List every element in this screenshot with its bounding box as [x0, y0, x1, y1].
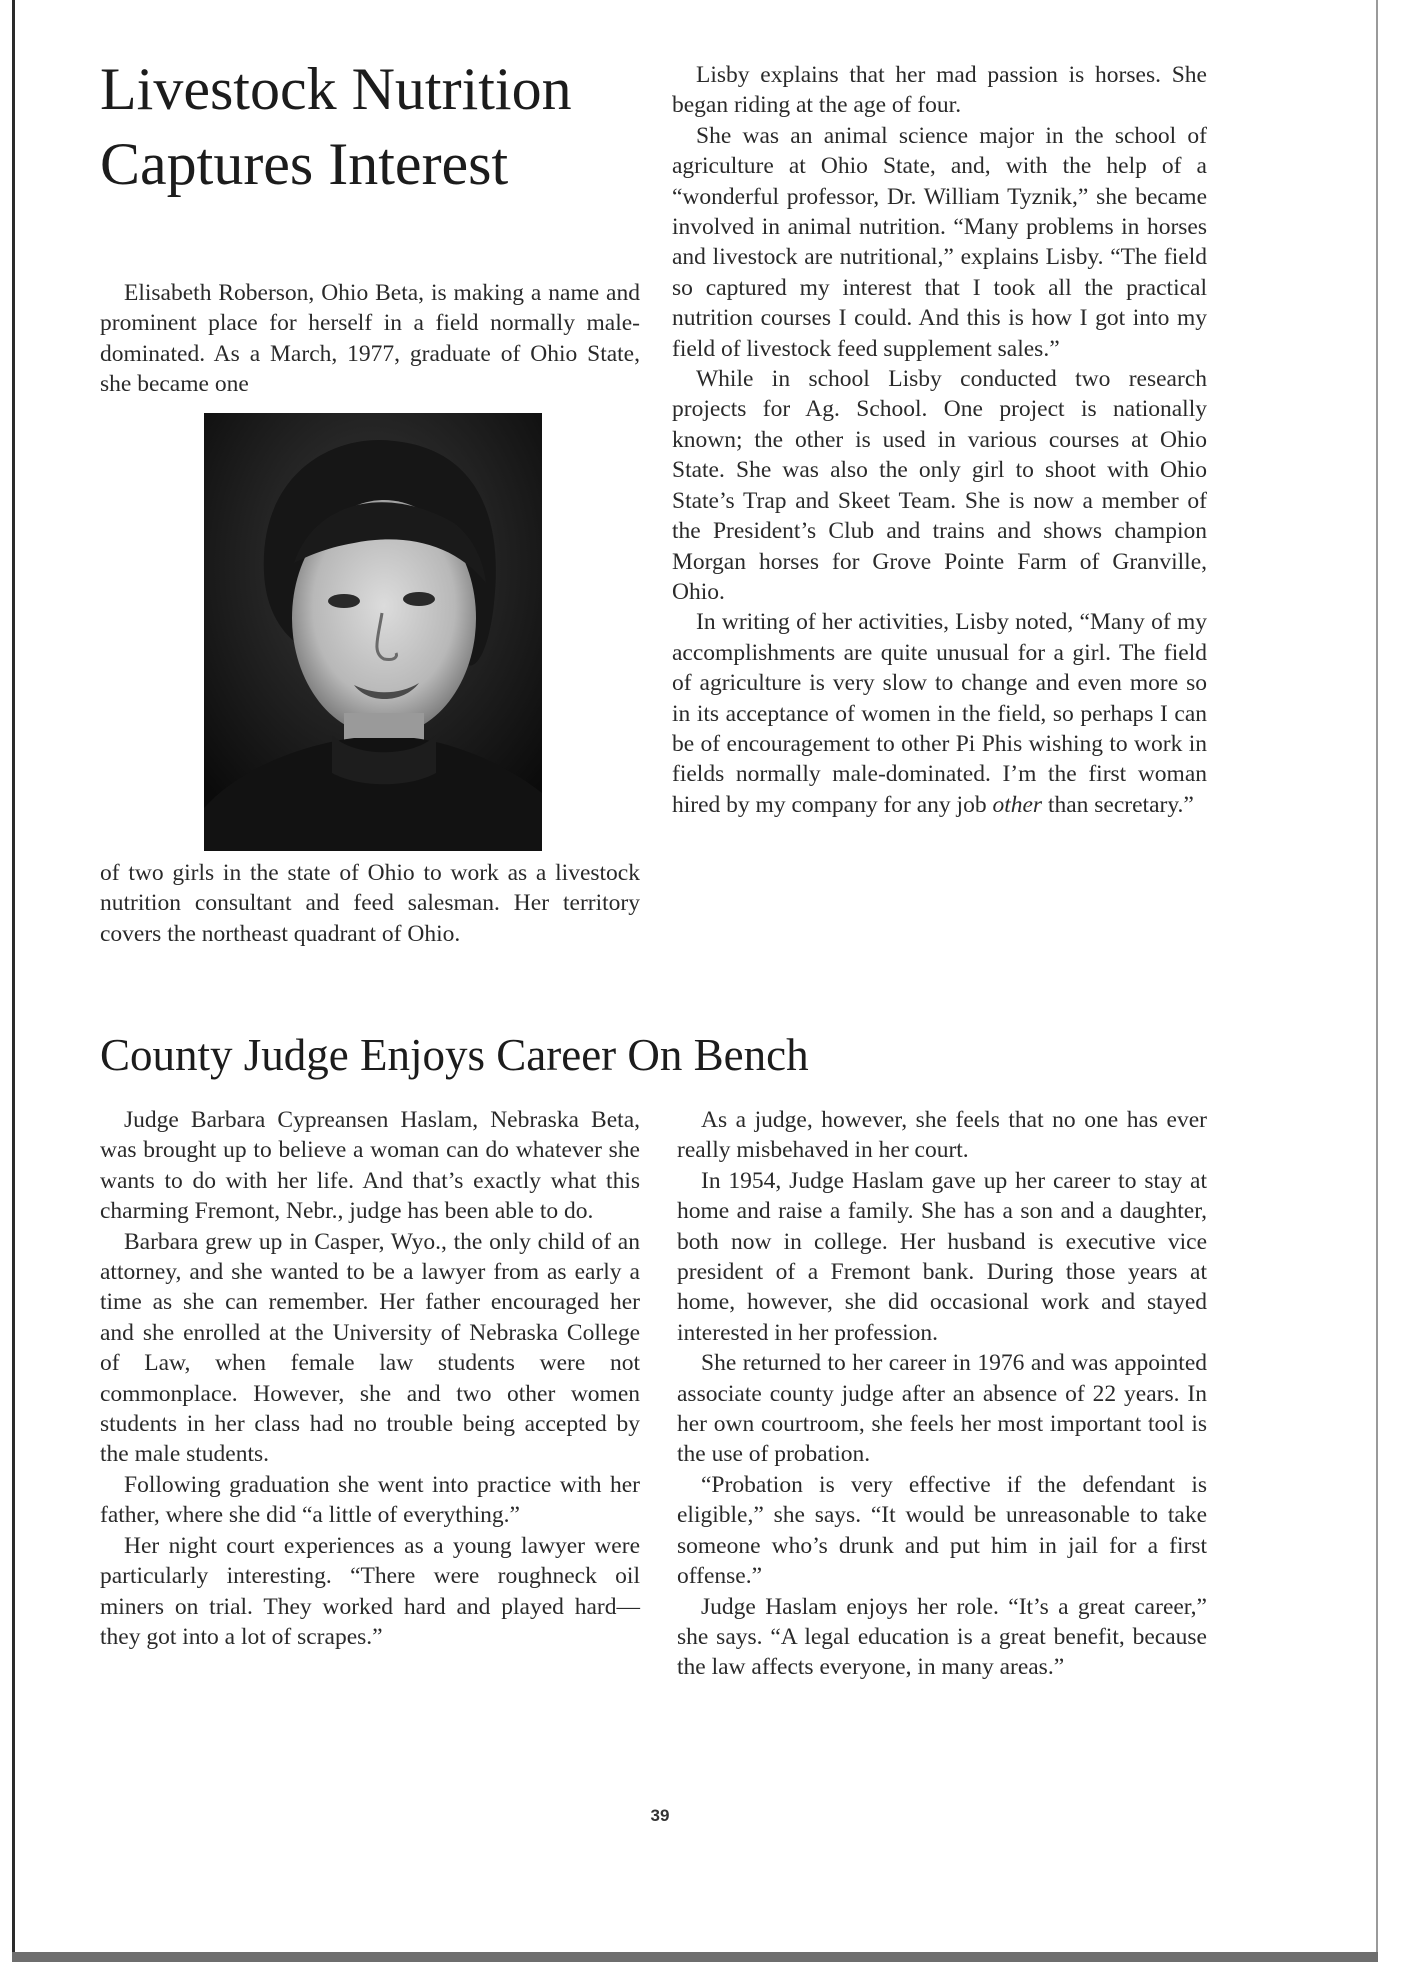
page-number: 39 — [650, 1806, 670, 1825]
article2-paragraph: Her night court experiences as a young lawyer were particularly interesting. “There were roughneck oil miners on trial. They worked hard and played hard—they got into a lot of scrapes.” — [100, 1532, 640, 1650]
article1-title: Livestock Nutrition Captures Interest — [100, 56, 572, 197]
article1-paragraph — [672, 607, 1207, 820]
article1-paragraph: of two girls in the state of Ohio to work as a livestock nutrition consultant and feed salesman. Her territory covers the northeast quadrant of Ohio. — [100, 860, 640, 947]
article2-right-column — [677, 1105, 1207, 1683]
article2-paragraph: Judge Haslam enjoys her role. “It’s a great career,” she says. “A legal education is a great benefit, because the law affects everyone, in many areas.” — [677, 1593, 1207, 1681]
article2-paragraph: Barbara grew up in Casper, Wyo., the only child of an attorney, and she wanted to be a lawyer from as early a time as she can remember. Her father encouraged her and she enrolled at the University of Nebraska College of Law, when female law students were not commonplace. However, she and two other women students in her class had no trouble being accepted by the male students. — [100, 1228, 640, 1468]
article2-paragraph: Following graduation she went into practice with her father, where she did “a little of everything.” — [100, 1471, 640, 1529]
text-run: In writing of her activities, Lisby noted, “Many of my accomplishments are quite unusual for a girl. The field of agriculture is very slow to change and even more so in its acceptance of women in the field, so perhaps I can be of encouragement to other Pi Phis wishing to work in fields normally male-dominated. I’m the first woman hired by my company for any job — [672, 609, 1207, 818]
article1-paragraph: She was an animal science major in the school of agriculture at Ohio State, and, with the help of a “wonderful professor, Dr. William Tyznik,” she became involved in animal nutrition. “Many problems in horses and livestock are nutritional,” explains Lisby. “The field so captured my interest that I took all the practical nutrition courses I could. And this is how I got into my field of livestock feed supplement sales.” — [672, 122, 1207, 362]
scan-edge-left — [12, 0, 15, 1960]
article1-paragraph: Lisby explains that her mad passion is horses. She began riding at the age of four. — [672, 62, 1207, 119]
article2-paragraph: In 1954, Judge Haslam gave up her career to stay at home and raise a family. She has a son and a daughter, both now in college. Her husband is executive vice president of a Fremont bank. During those years at home, however, she did occasional work and stayed interested in her profession. — [677, 1167, 1207, 1346]
article1-left-column-bottom — [100, 858, 640, 949]
article1-right-column — [672, 60, 1207, 820]
portrait-image — [204, 413, 542, 851]
scan-edge-bottom — [12, 1952, 1378, 1962]
article2-paragraph: As a judge, however, she feels that no one has ever really misbehaved in her court. — [677, 1107, 1207, 1164]
article2-left-column — [100, 1105, 640, 1652]
article1-paragraph: While in school Lisby conducted two research projects for Ag. School. One project is nationally known; the other is used in various courses at Ohio State. She was also the only girl to shoot with Ohio State’s Trap and Skeet Team. She is now a member of the President’s Club and trains and shows champion Morgan horses for Grove Pointe Farm of Granville, Ohio. — [672, 366, 1207, 605]
text-run: than secretary.” — [1042, 791, 1194, 818]
portrait-photo — [204, 413, 542, 851]
scan-edge-right — [1376, 0, 1378, 1955]
article1-left-column-top — [100, 278, 640, 400]
emphasis-text: other — [992, 791, 1043, 818]
article2-paragraph: “Probation is very effective if the defendant is eligible,” she says. “It would be unreasonable to take someone who’s drunk and put him in jail for a first offense.” — [677, 1471, 1207, 1590]
article1-paragraph: Elisabeth Roberson, Ohio Beta, is making a name and prominent place for herself in a field normally male-dominated. As a March, 1977, graduate of Ohio State, she became one — [100, 280, 640, 398]
article2-paragraph: She returned to her career in 1976 and was appointed associate county judge after an absence of 22 years. In her own courtroom, she feels her most important tool is the use of probation. — [677, 1350, 1207, 1468]
article2-paragraph: Judge Barbara Cypreansen Haslam, Nebraska Beta, was brought up to believe a woman can do whatever she wants to do with her life. And that’s exactly what this charming Fremont, Nebr., judge has been able to do. — [100, 1107, 640, 1225]
article2-title: County Judge Enjoys Career On Bench — [100, 1030, 809, 1080]
